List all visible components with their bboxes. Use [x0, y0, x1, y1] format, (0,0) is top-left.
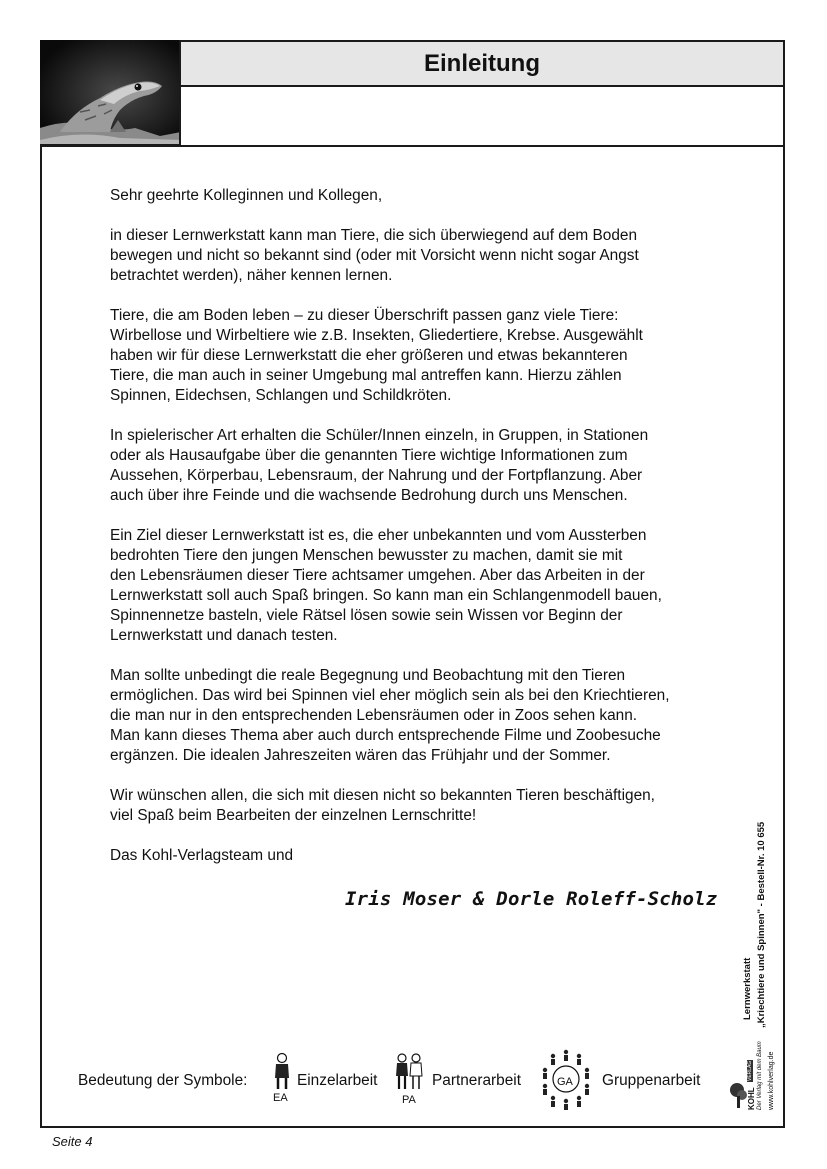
- closing: Das Kohl-Verlagsteam und: [110, 847, 294, 864]
- ea-abbr: EA: [273, 1092, 288, 1104]
- page-number: Seite 4: [52, 1134, 93, 1149]
- pa-label: Partnerarbeit: [432, 1072, 521, 1089]
- paragraph: In spielerischer Art erhalten die Schüler/Innen einzeln, in Gruppen, in Stationen oder als Hausaufgabe über die genannten Tiere wichtige Informationen zum Aussehen, Körperbau, Lebensraum, der Nahrung und der Fortpflanzung. Aber auch über ihre Feinde und die wachsende Bedrohung durch uns Menschen.: [110, 427, 649, 504]
- series-title: Lernwerkstatt: [742, 957, 753, 1020]
- ea-label: Einzelarbeit: [297, 1072, 378, 1089]
- single-person-icon: [272, 1052, 292, 1090]
- header-divider: [40, 145, 785, 147]
- letter-body: [110, 186, 740, 886]
- pair-icon: [394, 1052, 424, 1090]
- ga-label: Gruppenarbeit: [602, 1072, 701, 1089]
- paragraph: Ein Ziel dieser Lernwerkstatt ist es, die eher unbekannten und vom Aussterben bedrohten Tiere den jungen Menschen bewusster zu machen, damit sie mit den Lebensräumen dieser Tiere achtsamer umgehen. Aber das Arbeiten in der Lernwerkstatt soll auch Spaß bringen. So kann man ein Schlangenmodell bauen, Spinnennetze basteln, viele Rätsel lösen sowie sein Wissen vor Beginn der Lernwerkstatt und danach testen.: [110, 527, 662, 644]
- lizard-icon: [40, 40, 181, 146]
- publisher-tag: VERLAG: [747, 1060, 753, 1081]
- paragraph: Tiere, die am Boden leben – zu dieser Überschrift passen ganz viele Tiere: Wirbellose und Wirbeltiere wie z.B. Insekten, Gliedertiere, Krebse. Ausgewählt haben wir für diese Lernwerkstatt die eher größeren und etwas bekannteren Tiere, die man auch in seiner Umgebung mal antreffen kann. Hierzu zählen Spinnen, Eidechsen, Schlangen und Schildkröten.: [110, 307, 643, 404]
- publisher-slogan: Der Verlag mit dem Baum: [757, 1041, 763, 1110]
- title-bar: [181, 40, 785, 87]
- paragraph: in dieser Lernwerkstatt kann man Tiere, die sich überwiegend auf dem Boden bewegen und nicht so bekannt sind (oder mit Vorsicht wenn nicht sogar Angst betrachtet werden), näher kennen lernen.: [110, 227, 639, 284]
- symbol-legend: [78, 1050, 718, 1110]
- product-title: „Kriechtiere und Spinnen" - Bestell-Nr. 10 655: [756, 821, 767, 1028]
- salutation: Sehr geehrte Kolleginnen und Kollegen,: [110, 187, 383, 204]
- lizard-photo: [40, 40, 181, 146]
- tree-logo-icon: [729, 1080, 749, 1110]
- paragraph: Wir wünschen allen, die sich mit diesen nicht so bekannten Tieren beschäftigen, viel Spaß beim Bearbeiten der einzelnen Lernschritte!: [110, 787, 655, 824]
- page-title: Einleitung: [424, 49, 540, 77]
- ga-abbr: GA: [557, 1076, 573, 1088]
- signature: Iris Moser & Dorle Roleff-Scholz: [345, 888, 718, 910]
- publisher-url: www.kohlverlag.de: [768, 1051, 775, 1110]
- publisher-name: KOHL: [747, 1087, 756, 1110]
- publisher-sidebar: [725, 810, 785, 1120]
- pa-abbr: PA: [402, 1094, 416, 1106]
- paragraph: Man sollte unbedingt die reale Begegnung und Beobachtung mit den Tieren ermöglichen. Das wird bei Spinnen viel eher möglich sein als bei den Kriechtieren, die man nur in den entsprechenden Lebensräumen oder in Zoos sehen kann. Man kann dieses Thema aber auch durch entsprechende Filme und Zoobesuche ergänzen. Die idealen Jahreszeiten wären das Frühjahr und der Sommer.: [110, 667, 670, 764]
- legend-intro: Bedeutung der Symbole:: [78, 1072, 248, 1089]
